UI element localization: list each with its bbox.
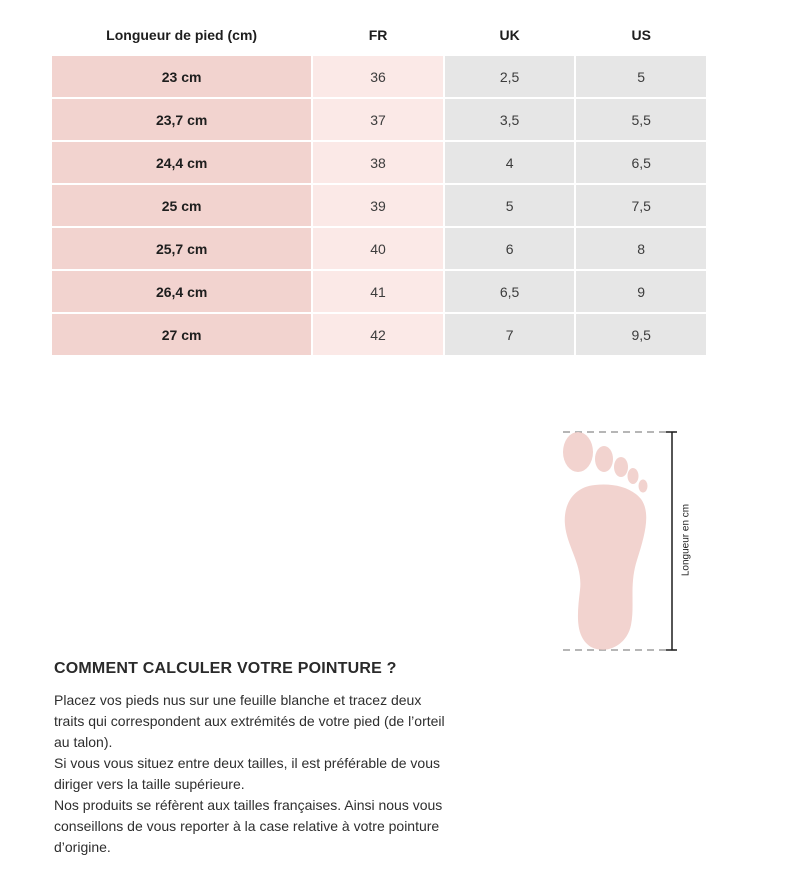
how-to-paragraph-3: Nos produits se réfèrent aux tailles françaises. Ainsi nous vous conseillons de vous reporter à la case relative à votre pointure d’origine. bbox=[54, 797, 443, 855]
header-fr: FR bbox=[368, 27, 388, 43]
header-uk: UK bbox=[499, 27, 520, 43]
cell-us: 5,5 bbox=[576, 99, 706, 140]
cell-fr: 41 bbox=[313, 271, 443, 312]
how-to-paragraph-2: Si vous vous situez entre deux tailles, il est préférable de vous diriger vers la taille supérieure. bbox=[54, 755, 440, 792]
cell-fr: 38 bbox=[313, 142, 443, 183]
cell-us: 7,5 bbox=[576, 185, 706, 226]
cell-foot-length: 26,4 cm bbox=[52, 271, 311, 312]
header-foot-length: Longueur de pied (cm) bbox=[106, 27, 258, 43]
foot-length-label: Longueur en cm bbox=[680, 503, 692, 577]
cell-uk: 7 bbox=[445, 314, 575, 355]
table-header-row bbox=[52, 16, 706, 54]
table-row bbox=[52, 314, 706, 355]
cell-foot-length: 23,7 cm bbox=[52, 99, 311, 140]
cell-foot-length: 25,7 cm bbox=[52, 228, 311, 269]
cell-fr: 42 bbox=[313, 314, 443, 355]
table-row bbox=[52, 228, 706, 269]
how-to-paragraph-1: Placez vos pieds nus sur une feuille blanche et tracez deux traits qui correspondent aux extrémités de votre pied (de l’orteil au talon). bbox=[54, 692, 445, 750]
table-row bbox=[52, 99, 706, 140]
cell-foot-length: 23 cm bbox=[52, 56, 311, 97]
cell-uk: 6,5 bbox=[445, 271, 575, 312]
cell-uk: 5 bbox=[445, 185, 575, 226]
cell-uk: 6 bbox=[445, 228, 575, 269]
cell-us: 6,5 bbox=[576, 142, 706, 183]
cell-us: 8 bbox=[576, 228, 706, 269]
cell-fr: 40 bbox=[313, 228, 443, 269]
table-row bbox=[52, 185, 706, 226]
how-to-measure-section bbox=[54, 660, 454, 858]
cell-us: 9 bbox=[576, 271, 706, 312]
cell-us: 9,5 bbox=[576, 314, 706, 355]
cell-fr: 36 bbox=[313, 56, 443, 97]
header-us: US bbox=[631, 27, 651, 43]
cell-us: 5 bbox=[576, 56, 706, 97]
cell-fr: 37 bbox=[313, 99, 443, 140]
table-row bbox=[52, 142, 706, 183]
cell-fr: 39 bbox=[313, 185, 443, 226]
cell-uk: 2,5 bbox=[445, 56, 575, 97]
cell-foot-length: 24,4 cm bbox=[52, 142, 311, 183]
cell-foot-length: 27 cm bbox=[52, 314, 311, 355]
cell-uk: 3,5 bbox=[445, 99, 575, 140]
how-to-title: COMMENT CALCULER VOTRE POINTURE ? bbox=[54, 660, 397, 677]
table-row bbox=[52, 56, 706, 97]
table-row bbox=[52, 271, 706, 312]
cell-foot-length: 25 cm bbox=[52, 185, 311, 226]
size-chart-table bbox=[50, 14, 708, 357]
cell-uk: 4 bbox=[445, 142, 575, 183]
